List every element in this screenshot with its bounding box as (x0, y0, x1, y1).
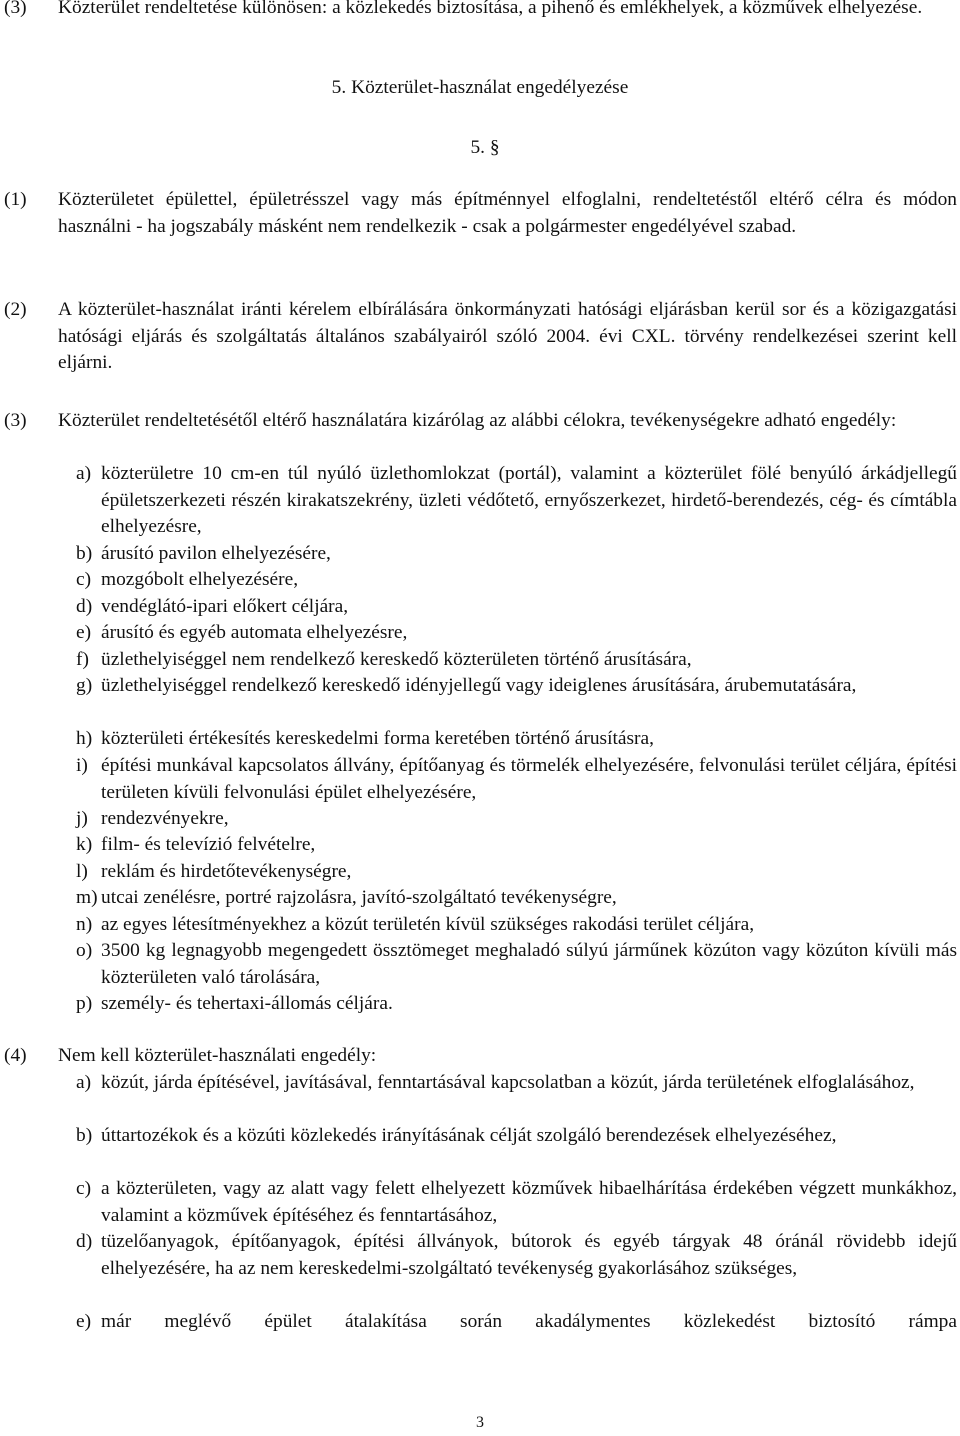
list-item-letter: p) (76, 993, 93, 1014)
chapter-title: 5. Közterület-használat engedélyezése (331, 77, 629, 98)
list-item-letter: e) (76, 622, 92, 643)
list-item-text: közterületre 10 cm-en túl nyúló üzlethomlokzat (portál), valamint a közterület fölé benyúló árkádjellegű épületszerkezeti részén kirakatszekrény, üzleti védőtető, ernyőszerkezet, hirdető-berendezés, cég- és címtábla elhelyezésre, (101, 463, 957, 537)
list-item-text: reklám és hirdetőtevékenységre, (101, 861, 352, 882)
paragraph-text: A közterület-használat iránti kérelem elbírálására önkormányzati hatósági eljárásban kerül sor és a közigazgatási hatósági eljárás és szolgáltatás általános szabályairól szóló 2004. évi CXL. törvény rendelkezései szerint kell eljárni. (58, 299, 957, 373)
list-item-letter: d) (76, 1231, 93, 1252)
list-item-text: építési munkával kapcsolatos állvány, építőanyag és törmelék elhelyezésére, felvonulási terület céljára, építési területen kívüli felvonulási épület elhelyezésére, (101, 755, 957, 803)
list-item-text: árusító és egyéb automata elhelyezésre, (101, 622, 408, 643)
list-item-text: film- és televízió felvételre, (101, 834, 316, 855)
list-item-text: árusító pavilon elhelyezésére, (101, 543, 331, 564)
list-item-letter: b) (76, 543, 93, 564)
list-item-text: közút, járda építésével, javításával, fenntartásával kapcsolatban a közút, járda területének elfoglalásához, (101, 1072, 915, 1093)
list-item-letter: n) (76, 914, 93, 935)
paragraph-text: Közterület rendeltetése különösen: a közlekedés biztosítása, a pihenő és emlékhelyek, a közművek elhelyezése. (58, 0, 923, 18)
list-item-text: tüzelőanyagok, építőanyagok, építési állványok, bútorok és egyéb tárgyak 48 óránál rövidebb idejű elhelyezésére, ha az nem kereskedelmi-szolgáltató tevékenység gyakorlásához szükséges, (101, 1231, 957, 1279)
paragraph-number: (2) (4, 299, 27, 320)
paragraph-number: (3) (4, 410, 27, 431)
list-item-letter: o) (76, 940, 93, 961)
list-item-text: úttartozékok és a közúti közlekedés irányításának célját szolgáló berendezések elhelyezéséhez, (101, 1125, 837, 1146)
list-item-letter: a) (76, 1072, 92, 1093)
list-item-letter: e) (76, 1311, 92, 1332)
list-item-letter: m) (76, 887, 98, 908)
page-number: 3 (476, 1414, 484, 1431)
list-item-letter: k) (76, 834, 93, 855)
list-item-letter: f) (76, 649, 89, 670)
paragraph-number: (1) (4, 189, 27, 210)
list-item-letter: a) (76, 463, 92, 484)
list-item-letter: c) (76, 1178, 92, 1199)
paragraph-number: (4) (4, 1045, 27, 1066)
list-item-text: üzlethelyiséggel nem rendelkező kereskedő közterületen történő árusítására, (101, 649, 692, 670)
list-item-text: utcai zenélésre, portré rajzolásra, javító-szolgáltató tevékenységre, (101, 887, 617, 908)
section-mark: 5. § (470, 137, 500, 158)
list-item-letter: j) (76, 808, 88, 829)
list-item-letter: g) (76, 675, 93, 696)
list-item-text: közterületi értékesítés kereskedelmi forma keretében történő árusításra, (101, 728, 654, 749)
paragraph-text: Közterületet épülettel, épületrésszel vagy más építménnyel elfoglalni, rendeltetéstől eltérő célra és módon használni - ha jogszabály másként nem rendelkezik - csak a polgármester engedélyével szabad. (58, 189, 957, 237)
list-item-text: mozgóbolt elhelyezésére, (101, 569, 299, 590)
list-item-letter: h) (76, 728, 93, 749)
paragraph-text: Közterület rendeltetésétől eltérő használatára kizárólag az alábbi célokra, tevékenységekre adható engedély: (58, 410, 897, 431)
list-item-letter: i) (76, 755, 88, 776)
list-item-letter: c) (76, 569, 92, 590)
list-item-text: rendezvényekre, (101, 808, 229, 829)
list-item-text: 3500 kg legnagyobb megengedett össztömeget meghaladó súlyú járműnek közúton vagy közúton kívüli más közterületen való tárolására, (101, 940, 957, 988)
list-item-letter: l) (76, 861, 88, 882)
list-item-letter: b) (76, 1125, 93, 1146)
paragraph-text: Nem kell közterület-használati engedély: (58, 1045, 377, 1066)
paragraph-number: (3) (4, 0, 27, 18)
list-item-text: személy- és tehertaxi-állomás céljára. (101, 993, 393, 1014)
list-item-text: vendéglátó-ipari előkert céljára, (101, 596, 349, 617)
list-item-text: már meglévő épület átalakítása során akadálymentes közlekedést biztosító rámpa (101, 1311, 957, 1332)
list-item-text: üzlethelyiséggel rendelkező kereskedő idényjellegű vagy ideiglenes árusítására, árubemutatására, (101, 675, 857, 696)
list-item-letter: d) (76, 596, 93, 617)
list-item-text: az egyes létesítményekhez a közút területén kívül szükséges rakodási terület céljára, (101, 914, 755, 935)
list-item-text: a közterületen, vagy az alatt vagy felett elhelyezett közművek hibaelhárítása érdekében végzett munkákhoz, valamint a közművek építéséhez és fenntartásához, (101, 1178, 957, 1226)
